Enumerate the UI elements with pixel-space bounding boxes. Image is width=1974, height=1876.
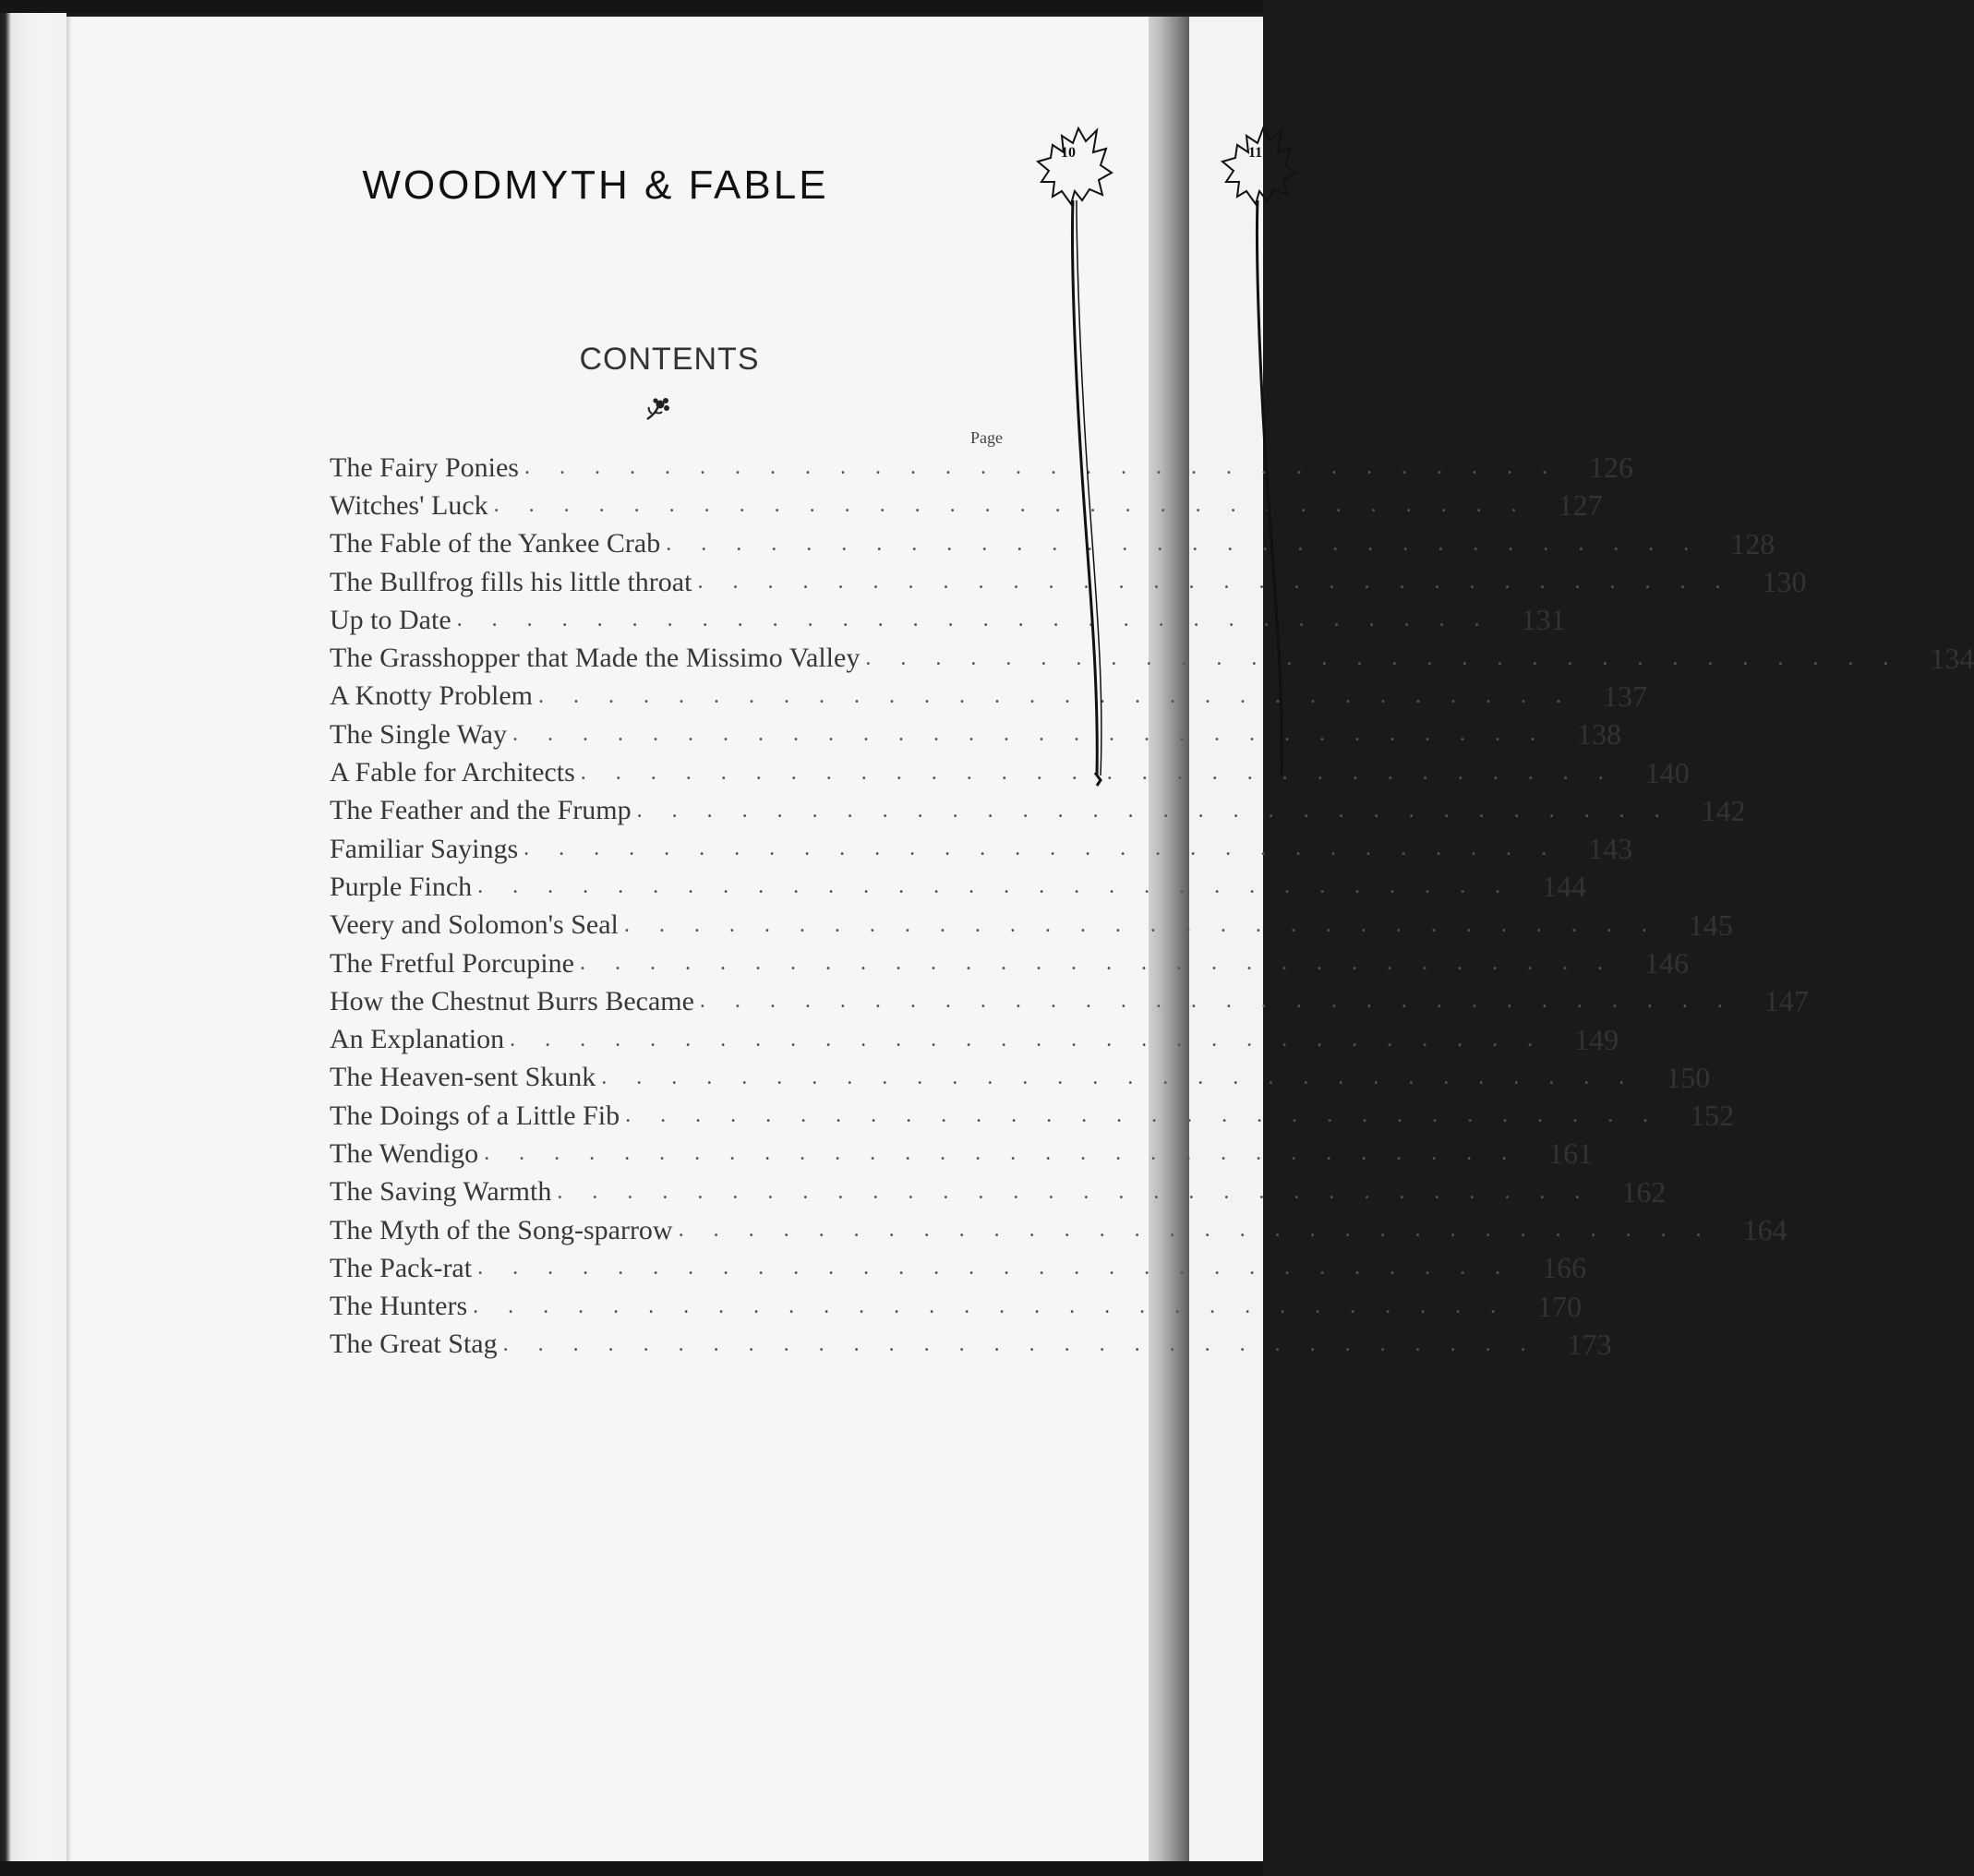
toc-entry-title: The Bullfrog fills his little throat bbox=[330, 566, 692, 597]
scan-bottom-border bbox=[0, 1861, 1263, 1876]
toc-entry bbox=[330, 1173, 1667, 1211]
toc-entry-title: The Pack-rat bbox=[330, 1252, 473, 1283]
toc-entry bbox=[330, 601, 1566, 639]
toc-entry-title: The Doings of a Little Fib bbox=[330, 1100, 620, 1131]
toc-entry bbox=[330, 487, 1603, 524]
toc-entry bbox=[330, 1249, 1587, 1287]
toc-entry bbox=[330, 639, 1974, 677]
dot-leader: . . . . . . . . . . . . . . . . . . . . . . . . . . . . . . bbox=[524, 455, 1559, 480]
toc-entry bbox=[330, 982, 1809, 1020]
toc-entry-title: The Hunters bbox=[330, 1291, 468, 1322]
toc-entry-title: The Wendigo bbox=[330, 1137, 479, 1169]
toc-entry-title: A Knotty Problem bbox=[330, 680, 534, 712]
toc-entry-page: 144 bbox=[1542, 870, 1587, 904]
toc-entry-page: 164 bbox=[1742, 1213, 1787, 1247]
scan-top-border bbox=[0, 0, 1263, 13]
toc-entry-page: 128 bbox=[1730, 526, 1775, 560]
toc-entry-title: The Myth of the Song-sparrow bbox=[330, 1214, 673, 1245]
toc-entry-page: 149 bbox=[1574, 1022, 1619, 1056]
toc-entry bbox=[330, 1211, 1787, 1249]
toc-entry bbox=[330, 678, 1648, 716]
floral-ornament-icon bbox=[644, 395, 673, 423]
dot-leader: . . . . . . . . . . . . . . . . . . . . . . . . . . . . . . bbox=[557, 1179, 1593, 1204]
dot-leader: . . . . . . . . . . . . . . . . . . . . . . . . . . . . . . bbox=[484, 1141, 1520, 1166]
page-edge-shadow bbox=[66, 17, 72, 1861]
dot-leader: . . . . . . . . . . . . . . . . . . . . . . . . . . . . . . bbox=[524, 836, 1559, 861]
toc-entry-page: 170 bbox=[1537, 1289, 1583, 1323]
dot-leader: . . . . . . . . . . . . . . . . . . . . . . . . . . . . . . bbox=[512, 722, 1547, 747]
toc-entry bbox=[330, 1020, 1619, 1058]
toc-entry-page: 150 bbox=[1666, 1060, 1711, 1094]
toc-entry-page: 130 bbox=[1762, 565, 1807, 599]
toc-entry bbox=[330, 792, 1746, 830]
toc-entry-page: 173 bbox=[1567, 1327, 1612, 1361]
toc-entry-page: 134 bbox=[1930, 641, 1974, 675]
dot-leader: . . . . . . . . . . . . . . . . . . . . . . . . . . . . . . bbox=[477, 874, 1513, 899]
toc-entry-title: The Heaven-sent Skunk bbox=[330, 1062, 596, 1093]
dot-leader: . . . . . . . . . . . . . . . . . . . . . . . . . . . . . . bbox=[502, 1331, 1538, 1356]
toc-entry-title: Witches' Luck bbox=[330, 489, 488, 521]
toc-entry bbox=[330, 525, 1775, 563]
book-gutter-shadow bbox=[1149, 17, 1189, 1861]
contents-heading: CONTENTS bbox=[579, 342, 760, 377]
toc-entry-title: The Fairy Ponies bbox=[330, 451, 519, 483]
toc-entry-page: 127 bbox=[1558, 488, 1603, 523]
toc-entry-title: The Grasshopper that Made the Missimo Valley bbox=[330, 643, 861, 674]
dot-leader: . . . . . . . . . . . . . . . . . . . . . . . . . . . . . . bbox=[601, 1064, 1637, 1089]
dot-leader: . . . . . . . . . . . . . . . . . . . . . . . . . . . . . . bbox=[865, 645, 1901, 670]
toc-entry-title: Veery and Solomon's Seal bbox=[330, 909, 619, 941]
toc-entry-page: 152 bbox=[1690, 1099, 1735, 1133]
maple-leaf-marker-icon bbox=[1016, 88, 1117, 789]
dot-leader: . . . . . . . . . . . . . . . . . . . . . . . . . . . . . . bbox=[477, 1256, 1513, 1281]
toc-entry-page: 146 bbox=[1643, 946, 1689, 980]
toc-entry-title: The Fable of the Yankee Crab bbox=[330, 528, 661, 559]
toc-entry-title: Up to Date bbox=[330, 604, 451, 635]
toc-entry-title: Familiar Sayings bbox=[330, 833, 519, 864]
toc-entry-title: The Single Way bbox=[330, 718, 507, 750]
toc-entry-page: 126 bbox=[1588, 451, 1633, 485]
toc-entry-page: 166 bbox=[1542, 1251, 1587, 1285]
toc-entry-page: 131 bbox=[1521, 603, 1566, 637]
dot-leader: . . . . . . . . . . . . . . . . . . . . . . . . . . . . . . bbox=[697, 570, 1733, 595]
toc-entry-page: 145 bbox=[1688, 908, 1733, 942]
dot-leader: . . . . . . . . . . . . . . . . . . . . . . . . . . . . . . bbox=[636, 798, 1672, 823]
toc-entry bbox=[330, 753, 1690, 791]
toc-entry bbox=[330, 1326, 1612, 1364]
dot-leader: . . . . . . . . . . . . . . . . . . . . . . . . . . . . . . bbox=[473, 1293, 1509, 1318]
page-column-label: Page bbox=[970, 428, 1003, 447]
toc-entry-title: The Fretful Porcupine bbox=[330, 947, 574, 979]
toc-entry-title: The Feather and the Frump bbox=[330, 795, 632, 826]
toc-entry bbox=[330, 716, 1621, 753]
next-maple-leaf-marker-icon bbox=[1200, 88, 1302, 789]
toc-entry bbox=[330, 1135, 1594, 1172]
next-marker-number: 11 bbox=[1248, 145, 1263, 161]
dot-leader: . . . . . . . . . . . . . . . . . . . . . . . . . . . . . . bbox=[678, 1218, 1714, 1243]
dot-leader: . . . . . . . . . . . . . . . . . . . . . . . . . . . . . . bbox=[623, 912, 1659, 937]
dot-leader: . . . . . . . . . . . . . . . . . . . . . . . . . . . . . . bbox=[538, 683, 1574, 708]
toc-entry-title: The Great Stag bbox=[330, 1329, 498, 1360]
toc-entry-page: 143 bbox=[1588, 832, 1633, 866]
toc-entry bbox=[330, 944, 1689, 982]
toc-entry-title: How the Chestnut Burrs Became bbox=[330, 985, 694, 1016]
toc-entry-page: 161 bbox=[1548, 1136, 1594, 1171]
toc-entry-title: Purple Finch bbox=[330, 871, 473, 902]
toc-entry-page: 140 bbox=[1644, 755, 1690, 789]
toc-entry bbox=[330, 1059, 1711, 1097]
dot-leader: . . . . . . . . . . . . . . . . . . . . . . . . . . . . . . bbox=[625, 1103, 1661, 1128]
toc-entry bbox=[330, 868, 1587, 906]
marker-number: 10 bbox=[1061, 145, 1076, 161]
table-of-contents bbox=[330, 449, 1974, 1364]
toc-entry bbox=[330, 1288, 1583, 1326]
toc-entry-page: 137 bbox=[1603, 679, 1648, 713]
dot-leader: . . . . . . . . . . . . . . . . . . . . . . . . . . . . . . bbox=[699, 989, 1735, 1014]
book-title: WOODMYTH & FABLE bbox=[362, 162, 829, 208]
toc-entry-title: The Saving Warmth bbox=[330, 1176, 552, 1208]
toc-entry-page: 147 bbox=[1763, 984, 1809, 1018]
left-page-edge bbox=[0, 13, 66, 1863]
toc-entry bbox=[330, 830, 1633, 868]
dot-leader: . . . . . . . . . . . . . . . . . . . . . . . . . . . . . . bbox=[580, 760, 1616, 785]
toc-entry-title: A Fable for Architects bbox=[330, 757, 575, 788]
dot-leader: . . . . . . . . . . . . . . . . . . . . . . . . . . . . . . bbox=[666, 531, 1702, 556]
dot-leader: . . . . . . . . . . . . . . . . . . . . . . . . . . . . . . bbox=[510, 1027, 1546, 1052]
toc-entry bbox=[330, 449, 1633, 487]
dot-leader: . . . . . . . . . . . . . . . . . . . . . . . . . . . . . . bbox=[456, 607, 1492, 632]
toc-entry bbox=[330, 563, 1807, 601]
toc-entry bbox=[330, 1097, 1735, 1135]
toc-entry-page: 138 bbox=[1577, 717, 1621, 752]
dot-leader: . . . . . . . . . . . . . . . . . . . . . . . . . . . . . . bbox=[493, 493, 1529, 518]
toc-entry-title: An Explanation bbox=[330, 1024, 505, 1055]
toc-entry bbox=[330, 907, 1733, 944]
toc-entry-page: 162 bbox=[1621, 1174, 1667, 1209]
toc-entry-page: 142 bbox=[1701, 793, 1746, 827]
dot-leader: . . . . . . . . . . . . . . . . . . . . . . . . . . . . . . bbox=[579, 951, 1615, 975]
